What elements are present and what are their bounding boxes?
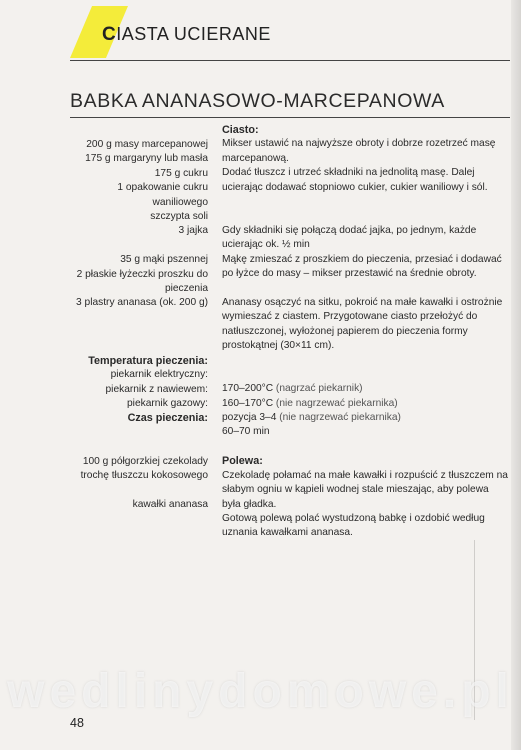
ingredient-line: 3 plastry ananasa (ok. 200 g) xyxy=(76,297,208,309)
method-line: wymieszać z ciastem. Przygotowane ciasto przełożyć do xyxy=(222,311,478,323)
ingredient-line: 175 g margaryny lub masła xyxy=(85,153,208,165)
ingredient-line: 175 g cukru xyxy=(154,167,208,179)
ingredient-line: 200 g masy marcepanowej xyxy=(86,139,208,150)
temperature-heading: Temperatura pieczenia: xyxy=(88,354,208,367)
method-line: Gdy składniki się połączą dodać jajka, po jednym, każde xyxy=(222,224,477,236)
ingredient-line: 3 jajka xyxy=(178,225,208,237)
method-line: Mikser ustawić na najwyższe obroty i dobrze rozetrzeć masę xyxy=(222,138,496,150)
ingredient-line: szczypta soli xyxy=(150,211,208,223)
oven-label: piekarnik z nawiewem: xyxy=(105,383,208,395)
ingredient-line: waniliowego xyxy=(152,196,208,208)
temperature-note: (nie nagrzewać piekarnika) xyxy=(276,412,401,424)
section-title-rest: IASTA UCIERANE xyxy=(116,24,271,44)
oven-label: piekarnik elektryczny: xyxy=(110,369,208,381)
method-line: natłuszczonej, wyłożonej papierem do pieczenia formy xyxy=(222,325,468,337)
oven-label: piekarnik gazowy: xyxy=(127,398,208,410)
title-rule xyxy=(70,117,510,118)
ingredient-line: 1 opakowanie cukru xyxy=(117,182,208,194)
method-line: po łyżce do masy – mikser przestawić na średnie obroty. xyxy=(222,268,477,280)
method-line: marcepanową. xyxy=(222,152,289,164)
ingredient-line: 35 g mąki pszennej xyxy=(120,254,208,266)
method-line: uznania kawałkami ananasa. xyxy=(222,527,353,539)
baking-time-value: 60–70 min xyxy=(222,426,270,438)
method-line: prostokątnej (30×11 cm). xyxy=(222,340,335,352)
temperature-line xyxy=(222,397,514,411)
section-title-initial: C xyxy=(102,24,117,45)
dough-heading: Ciasto: xyxy=(222,124,259,136)
temperature-note: (nie nagrzewać piekarnika) xyxy=(273,397,398,409)
method-line: była gładka. xyxy=(222,498,277,510)
watermark: wedlinydomowe.pl xyxy=(7,665,514,718)
header-rule xyxy=(70,60,510,61)
method-line: Ananasy osączyć na sitku, pokroić na małe kawałki i ostrożnie xyxy=(222,296,503,308)
baking-time-heading: Czas pieczenia: xyxy=(127,412,208,425)
garnish-ingredient: kawałki ananasa xyxy=(132,498,208,510)
temperature-line xyxy=(222,411,514,425)
glaze-ingredient: trochę tłuszczu kokosowego xyxy=(80,470,208,482)
method-column xyxy=(222,123,514,541)
method-line: Gotową polewą polać wystudzoną babkę i ozdobić według xyxy=(222,512,485,524)
recipe-title: BABKA ANANASOWO-MARCEPANOWA xyxy=(70,90,445,112)
method-line: słabym ogniu w kąpieli wodnej stale mieszając, aby polewa xyxy=(222,484,489,496)
temperature-value: 170–200°C xyxy=(222,383,274,395)
page-number: 48 xyxy=(70,716,84,730)
method-line: Mąkę zmieszać z proszkiem do pieczenia, przesiać i dodawać xyxy=(222,253,502,265)
ingredient-line: 2 płaskie łyżeczki proszku do xyxy=(76,268,208,280)
glaze-heading: Polewa: xyxy=(222,455,263,468)
ingredient-line: pieczenia xyxy=(164,283,208,295)
method-line: Czekoladę połamać na małe kawałki i rozpuścić z tłuszczem na xyxy=(222,469,508,481)
glaze-ingredient: 100 g półgorzkiej czekolady xyxy=(82,455,208,467)
temperature-note: (nagrzać piekarnik) xyxy=(273,383,363,395)
ingredients-column xyxy=(40,138,208,512)
temperature-value: pozycja 3–4 xyxy=(222,412,277,424)
temperature-value: 160–170°C xyxy=(222,397,274,409)
method-line: ucierając dodawać stopniowo cukier, cukier waniliowy i sól. xyxy=(222,181,488,193)
section-title xyxy=(102,24,271,46)
temperature-line xyxy=(222,382,514,396)
method-line: ucierając ok. ½ min xyxy=(222,239,310,251)
method-line: Dodać tłuszcz i utrzeć składniki na jednolitą masę. Dalej xyxy=(222,167,475,179)
